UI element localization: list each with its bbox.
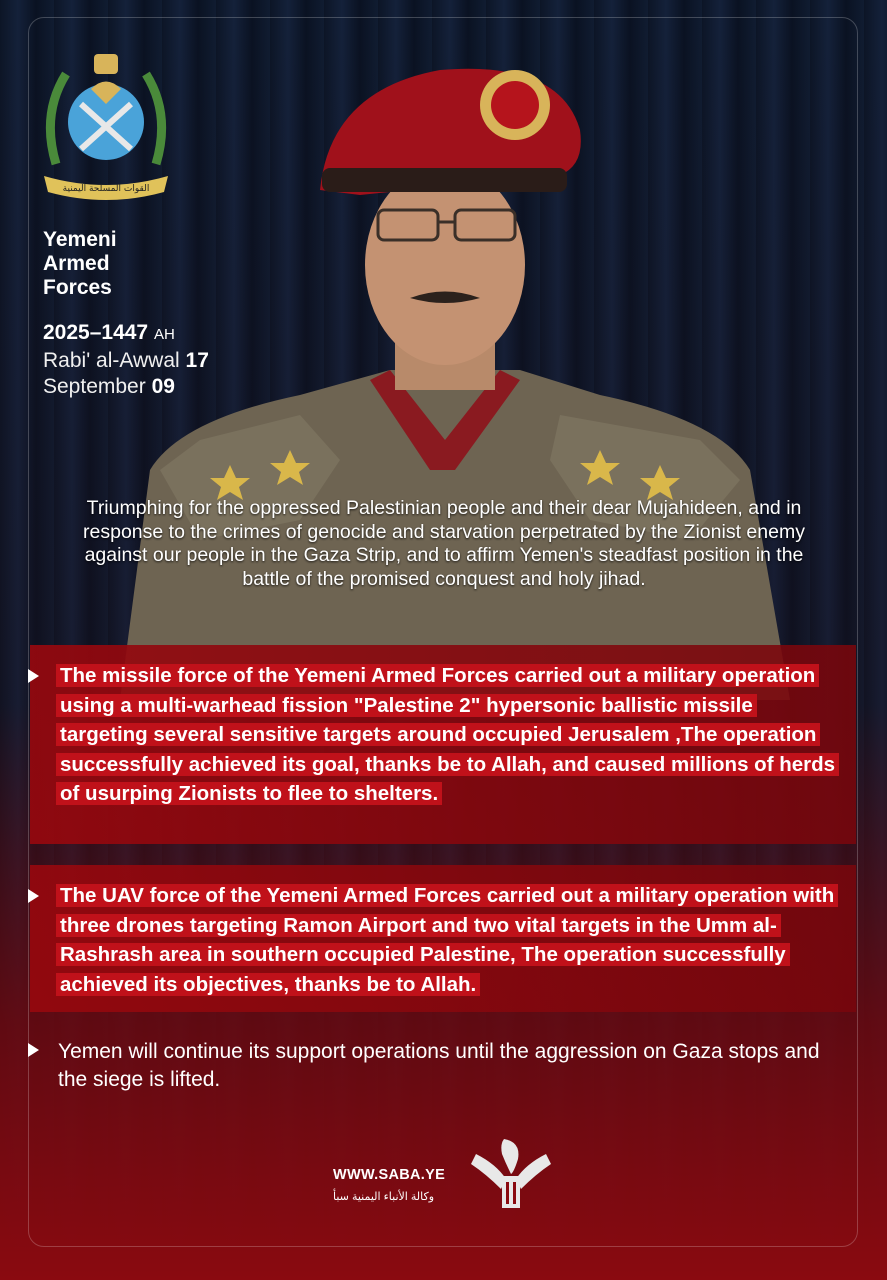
org-line-1: Yemeni — [43, 228, 117, 251]
gregorian-day: 09 — [151, 375, 175, 398]
org-line-2: Armed — [43, 252, 110, 275]
date-block — [43, 320, 209, 400]
armed-forces-emblem — [36, 44, 176, 204]
footer-agency-name: وكالة الأنباء اليمنية سبأ — [333, 1191, 435, 1203]
triangle-bullet-icon — [28, 889, 39, 903]
org-line-3: Forces — [43, 276, 112, 299]
statement-text-1: The missile force of the Yemeni Armed Forces carried out a military operation using a multi-warhead fission "Palestine 2" hypersonic ballistic missile targeting several sensitive targets around occupied Jerusalem ,The operation successfully achieved its goal, thanks be to Allah, and caused millions of herds of usurping Zionists to flee to shelters. — [56, 664, 839, 805]
statement-text-2: The UAV force of the Yemeni Armed Forces carried out a military operation with three drones targeting Ramon Airport and two vital targets in the Umm al-Rashrash area in southern occupied Palestine, The operation successfully achieved its objectives, thanks be to Allah. — [56, 884, 838, 996]
hijri-month: Rabi' al-Awwal — [43, 349, 180, 372]
footer-url: WWW.SABA.YE — [333, 1167, 446, 1183]
emblem-text: القوات المسلحة اليمنية — [62, 184, 150, 194]
statement-item-2 — [56, 881, 846, 999]
triangle-bullet-icon — [28, 1043, 39, 1057]
intro-paragraph: Triumphing for the oppressed Palestinian people and their dear Mujahideen, and in response to the crimes of genocide and starvation perpetrated by the Zionist enemy against our people in the Gaza Strip, and to affirm Yemen's steadfast position in the battle of the promised conquest and holy jihad. — [83, 497, 805, 590]
year: 2025–1447 — [43, 321, 149, 344]
gregorian-month: September — [43, 375, 146, 398]
saba-agency-logo — [466, 1134, 556, 1214]
statement-item-3: Yemen will continue its support operations until the aggression on Gaza stops and the siege is lifted. — [58, 1040, 820, 1091]
ah-label: AH — [153, 326, 175, 343]
triangle-bullet-icon — [28, 669, 39, 683]
statement-item-1 — [56, 661, 846, 809]
organization-title — [43, 228, 183, 300]
hijri-day: 17 — [185, 349, 209, 372]
